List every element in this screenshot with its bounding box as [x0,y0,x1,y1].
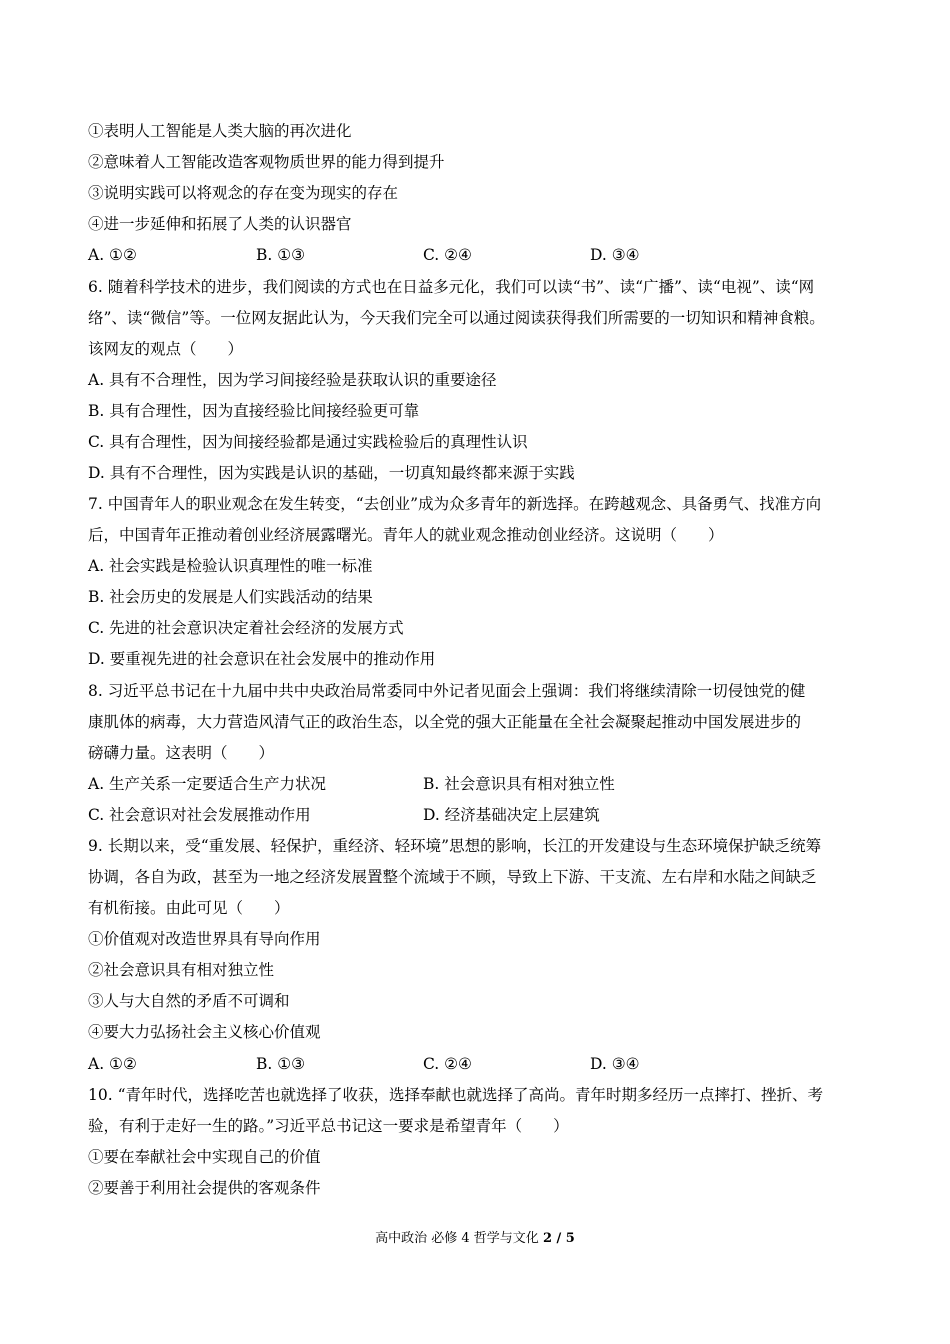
q9-stem-line-2: 协调，各自为政，甚至为一地之经济发展置整个流域于不顾，导致上下游、干支流、左右岸和水陆之间缺乏 [88,868,817,886]
q9-stem-line-3: 有机衔接。由此可见（ ） [88,899,290,917]
q8-option-a: A. 生产关系一定要适合生产力状况 [88,775,327,793]
q5-option-b: B. ①③ [256,246,306,264]
q5-item-1: ①表明人工智能是人类大脑的再次进化 [88,122,352,140]
page-number: 2 / 5 [542,1231,575,1246]
q7-option-b: B. 社会历史的发展是人们实践活动的结果 [88,588,373,606]
q6-stem-line-2: 络”、读“微信”等。一位网友据此认为，今天我们完全可以通过阅读获得我们所需要的一切知识和精神食粮。 [88,309,825,327]
q6-stem-line-1: 6. 随着科学技术的进步，我们阅读的方式也在日益多元化，我们可以读“书”、读“广播”、读“电视”、读“网 [88,278,815,296]
q5-option-c: C. ②④ [423,246,472,264]
q8-option-c: C. 社会意识对社会发展推动作用 [88,806,311,824]
q9-item-4: ④要大力弘扬社会主义核心价值观 [88,1023,321,1041]
q6-option-b: B. 具有合理性，因为直接经验比间接经验更可靠 [88,402,420,420]
q10-item-2: ②要善于利用社会提供的客观条件 [88,1179,321,1197]
q5-item-3: ③说明实践可以将观念的存在变为现实的存在 [88,184,399,202]
q7-option-a: A. 社会实践是检验认识真理性的唯一标准 [88,557,373,575]
q9-stem-line-1: 9. 长期以来，受“重发展、轻保护，重经济、轻环境”思想的影响，长江的开发建设与生态环境保护缺乏统筹 [88,837,822,855]
q6-stem-line-3: 该网友的观点（ ） [88,340,244,358]
q5-item-2: ②意味着人工智能改造客观物质世界的能力得到提升 [88,153,445,171]
q7-option-c: C. 先进的社会意识决定着社会经济的发展方式 [88,619,404,637]
q6-option-d: D. 具有不合理性，因为实践是认识的基础，一切真知最终都来源于实践 [88,464,575,482]
q8-stem-line-1: 8. 习近平总书记在十九届中共中央政治局常委同中外记者见面会上强调：我们将继续清除一切侵蚀党的健 [88,682,806,700]
q9-item-2: ②社会意识具有相对独立性 [88,961,275,979]
page-footer [0,1230,950,1248]
q7-option-d: D. 要重视先进的社会意识在社会发展中的推动作用 [88,650,436,668]
q9-option-d: D. ③④ [590,1055,640,1073]
q6-option-c: C. 具有合理性，因为间接经验都是通过实践检验后的真理性认识 [88,433,528,451]
q6-option-a: A. 具有不合理性，因为学习间接经验是获取认识的重要途径 [88,371,497,389]
q7-stem-line-1: 7. 中国青年人的职业观念在发生转变，“去创业”成为众多青年的新选择。在跨越观念、具备勇气、找准方向 [88,495,822,513]
q9-item-1: ①价值观对改造世界具有导向作用 [88,930,321,948]
q8-stem-line-2: 康肌体的病毒，大力营造风清气正的政治生态，以全党的强大正能量在全社会凝聚起推动中国发展进步的 [88,713,802,731]
q8-option-d: D. 经济基础决定上层建筑 [423,806,600,824]
q10-stem-line-2: 验，有利于走好一生的路。”习近平总书记这一要求是希望青年（ ） [88,1117,569,1135]
q9-option-b: B. ①③ [256,1055,306,1073]
q8-stem-line-3: 磅礴力量。这表明（ ） [88,744,275,762]
q10-stem-line-1: 10. “青年时代，选择吃苦也就选择了收获，选择奉献也就选择了高尚。青年时期多经历一点摔打、挫折、考 [88,1086,824,1104]
q5-option-d: D. ③④ [590,246,640,264]
q9-option-c: C. ②④ [423,1055,472,1073]
q9-option-a: A. ①② [88,1055,137,1073]
q7-stem-line-2: 后，中国青年正推动着创业经济展露曙光。青年人的就业观念推动创业经济。这说明（ ） [88,526,724,544]
q10-item-1: ①要在奉献社会中实现自己的价值 [88,1148,321,1166]
footer-title: 高中政治 必修 4 哲学与文化 [375,1231,539,1246]
q8-option-b: B. 社会意识具有相对独立性 [423,775,615,793]
q5-option-a: A. ①② [88,246,137,264]
q5-item-4: ④进一步延伸和拓展了人类的认识器官 [88,215,352,233]
q9-item-3: ③人与大自然的矛盾不可调和 [88,992,290,1010]
